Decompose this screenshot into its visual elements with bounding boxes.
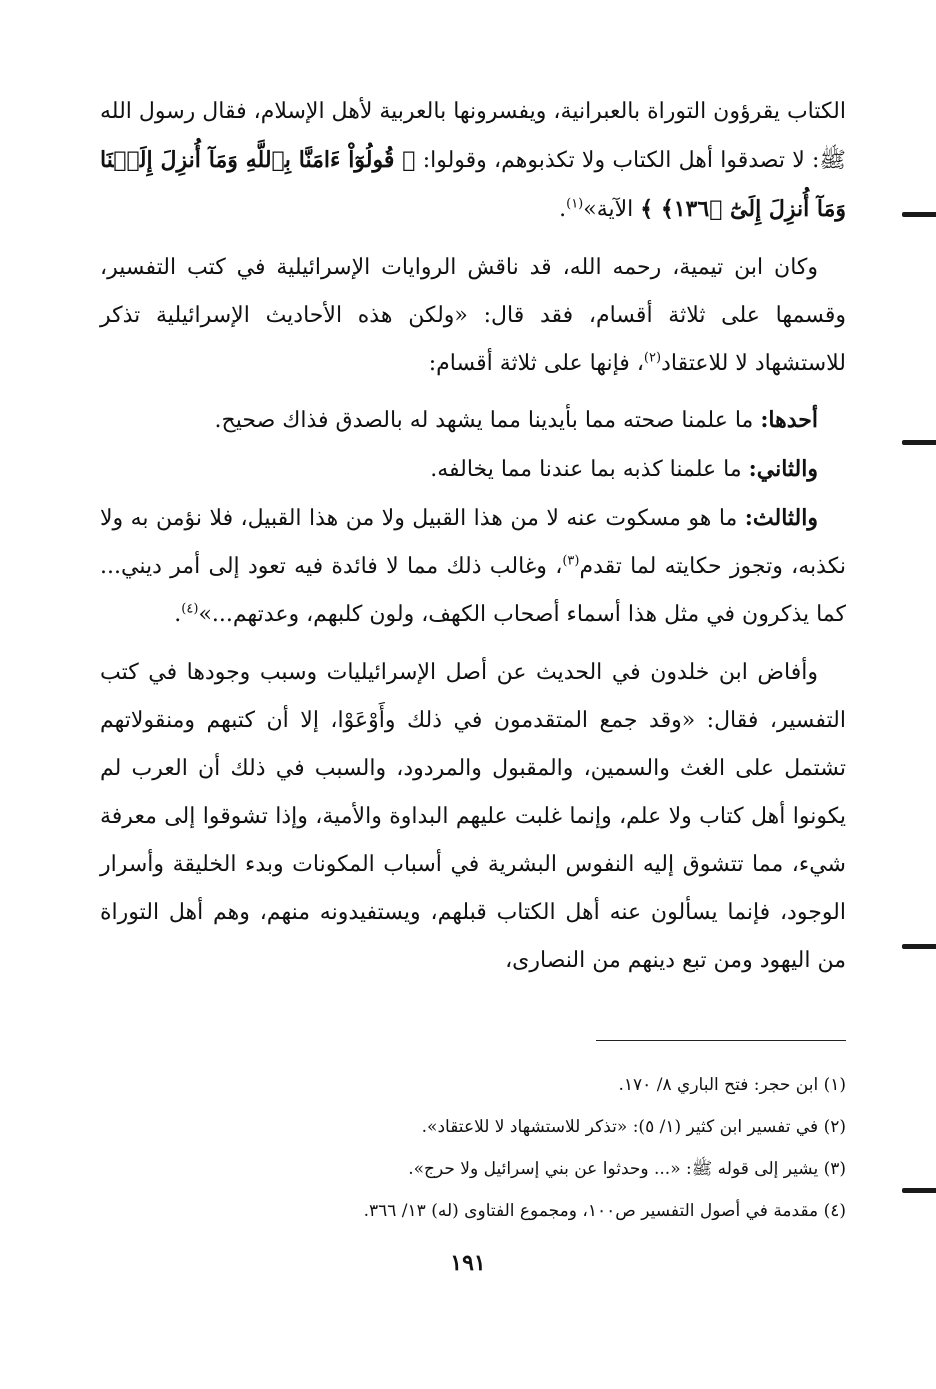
- paragraph-1: [100, 88, 846, 234]
- footnotes: [100, 1064, 846, 1232]
- page-number: ١٩١: [450, 1250, 486, 1276]
- list-item-third-text-c: .: [174, 602, 182, 627]
- list-item-third-label: والثالث:: [744, 505, 818, 531]
- scan-edge-mark: [902, 1188, 936, 1193]
- paragraph-3: [100, 649, 846, 985]
- footnote-2-number: (٢): [823, 1117, 846, 1137]
- footnote-4: [100, 1190, 846, 1232]
- footnote-ref-1: (١): [566, 196, 584, 212]
- paragraph-2: [100, 244, 846, 388]
- main-text: [100, 88, 846, 985]
- footnote-1-text: ابن حجر: فتح الباري ٨/ ١٧٠.: [618, 1075, 824, 1095]
- scan-edge-mark: [902, 440, 936, 445]
- paragraph-1-text-c: .: [559, 197, 567, 222]
- scan-edge-mark: [902, 212, 936, 217]
- paragraph-2-text-a: وكان ابن تيمية، رحمه الله، قد ناقش الروايات الإسرائيلية في كتب التفسير، وقسمها على ثلاثة أقسام، فقد قال: «ولكن هذه الأحاديث الإسرائيلية تذكر للاستشهاد لا للاعتقاد: [100, 255, 846, 376]
- list-item-first: [100, 396, 846, 445]
- list-item-first-text: ما علمنا صحته مما بأيدينا مما يشهد له بالصدق فذاك صحيح.: [214, 408, 761, 433]
- list-item-first-label: أحدها:: [760, 407, 818, 433]
- footnote-3-number: (٣): [823, 1159, 846, 1179]
- footnote-4-text: مقدمة في أصول التفسير ص١٠٠، ومجموع الفتاوى (له) ١٣/ ٣٦٦.: [363, 1201, 824, 1221]
- paragraph-1-text-a: الكتاب يقرؤون التوراة بالعبرانية، ويفسرونها بالعربية لأهل الإسلام، فقال رسول الله ﷺ: لا تصدقوا أهل الكتاب ولا تكذبوهم، وقولوا:: [100, 99, 846, 173]
- list-item-third: [100, 494, 846, 639]
- list-item-third-text-a: ما هو مسكوت عنه لا من هذا القبيل ولا من هذا القبيل، فلا نؤمن به ولا نكذبه، وتجوز حكايته لما تقدم: [100, 506, 846, 579]
- scan-edge-mark: [902, 944, 936, 949]
- footnote-4-number: (٤): [823, 1201, 846, 1221]
- quran-verse: ﴿ قُولُوٓاْ ءَامَنَّا بِٱللَّهِ وَمَآ أُنزِلَ إِلَيۡنَا وَمَآ أُنزِلَ إِلَىٰٓ ﴿١٣٦﴾ ﴾: [100, 147, 846, 222]
- list-item-second: [100, 445, 846, 494]
- list-item-second-text: ما علمنا كذبه بما عندنا مما يخالفه.: [430, 457, 749, 482]
- footnote-2-text: في تفسير ابن كثير (١/ ٥): «تذكر للاستشهاد لا للاعتقاد».: [421, 1117, 824, 1137]
- footnote-separator: [596, 1040, 846, 1041]
- paragraph-1-text-b: الآية»: [583, 197, 641, 222]
- list-item-second-label: والثاني:: [748, 456, 818, 482]
- footnote-2: [100, 1106, 846, 1148]
- footnote-1-number: (١): [823, 1075, 846, 1095]
- footnote-ref-2: (٢): [643, 350, 662, 366]
- footnote-3: [100, 1148, 846, 1190]
- paragraph-3-text: وأفاض ابن خلدون في الحديث عن أصل الإسرائيليات وسبب وجودها في كتب التفسير، فقال: «وقد جمع المتقدمون في ذلك وأَوْعَوْا، إلا أن كتبهم ومنقولاتهم تشتمل على الغث والسمين، والمقبول والمردود، والسبب في ذلك أن العرب لم يكونوا أهل كتاب ولا علم، وإنما غلبت عليهم البداوة والأمية، وإذا تشوقوا إلى معرفة شيء، مما تتشوق إليه النفوس البشرية في أسباب المكونات وبدء الخليقة وأسرار الوجود، فإنما يسألون عنه أهل الكتاب قبلهم، ويستفيدونه منهم، وهم أهل التوراة من اليهود ومن تبع دينهم من النصارى،: [100, 660, 846, 973]
- footnote-3-text: يشير إلى قوله ﷺ: «... وحدثوا عن بني إسرائيل ولا حرج».: [408, 1159, 824, 1179]
- footnote-ref-4: (٤): [181, 601, 199, 617]
- footnote-ref-3: (٣): [562, 553, 580, 569]
- footnote-1: [100, 1064, 846, 1106]
- paragraph-2-text-b: ، فإنها على ثلاثة أقسام:: [428, 351, 644, 376]
- list-item-third-text-b: ، وغالب ذلك مما لا فائدة فيه تعود إلى أمر ديني... كما يذكرون في مثل هذا أسماء أصحاب الكهف، ولون كلبهم، وعدتهم...»: [100, 554, 846, 627]
